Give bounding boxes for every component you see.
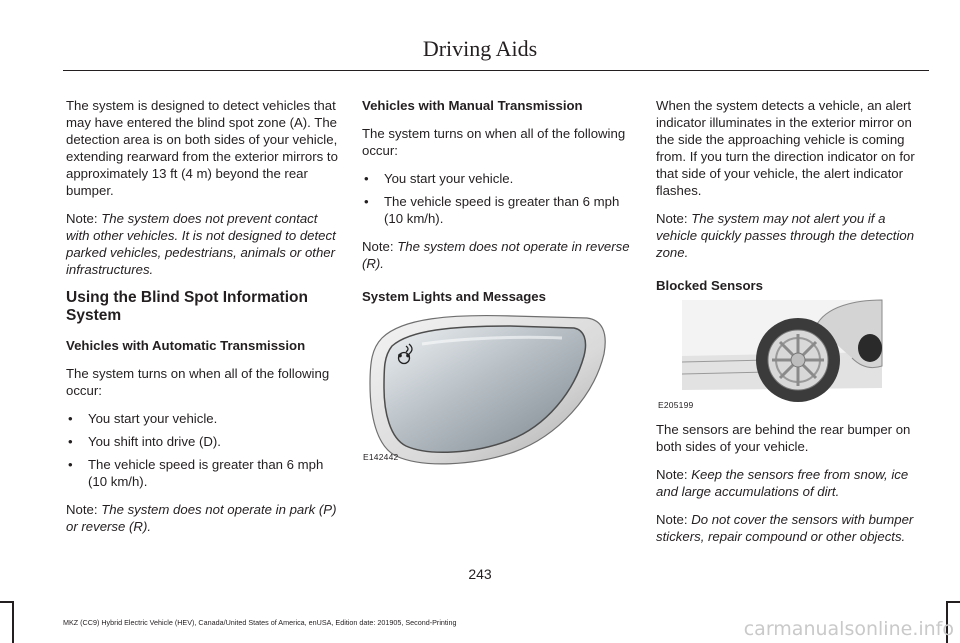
column-2 [362, 97, 634, 316]
paragraph: When the system detects a vehicle, an alert indicator illuminates in the exterior mirror on the side the approaching vehicle is coming from. If you turn the direction indicator on for that side of your vehicle, the alert indicator flashes. [656, 98, 915, 198]
sub-heading: Blocked Sensors [656, 278, 764, 293]
note-text: Keep the sensors free from snow, ice and large accumulations of dirt. [656, 467, 909, 499]
crop-mark [12, 601, 14, 643]
column-3 [656, 97, 928, 305]
note-label: Note: [362, 239, 394, 254]
note [362, 238, 634, 272]
mirror-illustration [362, 304, 626, 474]
sensor-area-icon [858, 334, 882, 362]
sub-heading: System Lights and Messages [362, 289, 546, 304]
figure-code: E205199 [658, 400, 694, 410]
paragraph: The system turns on when all of the following occur: [66, 366, 330, 398]
crop-mark [946, 601, 960, 603]
sub-heading: Vehicles with Automatic Transmission [66, 338, 306, 353]
header-rule [63, 70, 929, 71]
list-item: • The vehicle speed is greater than 6 mph (10 km/h). [362, 193, 634, 227]
page-number: 243 [468, 566, 492, 582]
note [656, 210, 928, 261]
page-title: Driving Aids [422, 36, 538, 61]
note [656, 466, 928, 500]
note-text: The system does not operate in reverse (R). [362, 239, 630, 271]
column-1 [66, 97, 338, 546]
list-item: • The vehicle speed is greater than 6 mph (10 km/h). [66, 456, 338, 490]
note [66, 501, 338, 535]
rear-bumper-illustration [656, 296, 888, 414]
paragraph: The sensors are behind the rear bumper on both sides of your vehicle. [656, 422, 911, 454]
note-label: Note: [66, 211, 98, 226]
note-text: Do not cover the sensors with bumper stickers, repair compound or other objects. [656, 512, 914, 544]
note-text: The system does not operate in park (P) or reverse (R). [66, 502, 337, 534]
list-item: • You shift into drive (D). [66, 433, 338, 450]
note-text: The system may not alert you if a vehicle quickly passes through the detection zone. [656, 211, 915, 260]
note-text: The system does not prevent contact with other vehicles. It is not designed to detect parked vehicles, pedestrians, animals or other infrastructures. [66, 211, 336, 277]
watermark: carmanualsonline.info [743, 618, 954, 640]
wheel-icon [756, 318, 840, 402]
note [656, 511, 928, 545]
footer-text: MKZ (CC9) Hybrid Electric Vehicle (HEV), Canada/United States of America, enUSA, Edition date: 201905, Second-Printing [63, 618, 457, 627]
section-heading: Using the Blind Spot Information System [66, 289, 308, 324]
note-label: Note: [656, 211, 688, 226]
bullet-list [66, 410, 338, 490]
paragraph: The system turns on when all of the following occur: [362, 126, 626, 158]
bullet-list [362, 170, 634, 227]
figure-code: E142442 [363, 452, 399, 462]
note [66, 210, 338, 278]
note-label: Note: [656, 467, 688, 482]
paragraph: The system is designed to detect vehicles that may have entered the blind spot zone (A). The detection area is on both sides of your vehicle, extending rearward from the exterior mirrors to approximately 13 ft (4 m) beyond the rear bumper. [66, 98, 338, 198]
list-item: • You start your vehicle. [362, 170, 634, 187]
sub-heading: Vehicles with Manual Transmission [362, 98, 583, 113]
note-label: Note: [66, 502, 98, 517]
column-3-lower [656, 421, 928, 556]
list-item: • You start your vehicle. [66, 410, 338, 427]
note-label: Note: [656, 512, 688, 527]
